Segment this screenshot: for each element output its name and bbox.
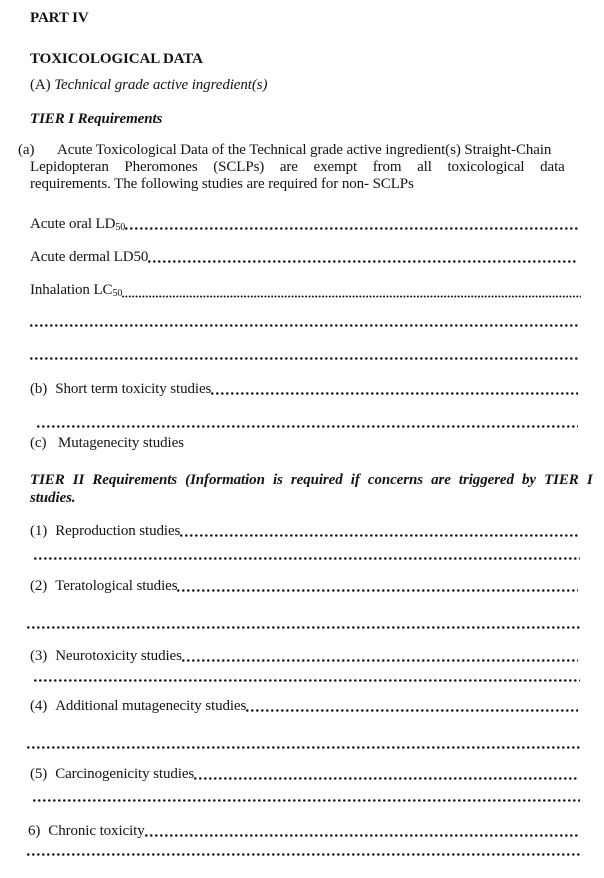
dotted-leader bbox=[177, 589, 578, 592]
dotted-leader bbox=[122, 295, 581, 298]
tier1-heading: TIER I Requirements bbox=[30, 111, 163, 127]
field-label: Short term toxicity studies bbox=[55, 381, 212, 397]
item-b-marker: (b) bbox=[30, 381, 48, 397]
field-label: Reproduction studies bbox=[55, 523, 181, 539]
item-2-marker: (2) bbox=[30, 578, 48, 594]
tier2-item-neurotoxicity bbox=[30, 646, 578, 665]
document-title: TOXICOLOGICAL DATA bbox=[30, 51, 203, 67]
tier2-heading-line-1: TIER II Requirements (Information is required if concerns are triggered by TIER I bbox=[30, 472, 593, 488]
field-label-subscript: 50 bbox=[115, 222, 126, 233]
dotted-line-9 bbox=[27, 853, 580, 856]
field-label: Acute oral LD bbox=[30, 216, 116, 232]
tier2-item-reproduction bbox=[30, 521, 578, 540]
field-label: Inhalation LC bbox=[30, 282, 113, 298]
tier2-heading bbox=[30, 471, 593, 507]
dotted-line-4 bbox=[34, 557, 580, 560]
tier2-item-chronic-toxicity bbox=[28, 821, 578, 840]
item-4-marker: (4) bbox=[30, 698, 48, 714]
field-label-subscript: 50 bbox=[112, 288, 123, 299]
tier2-heading-line-2: studies. bbox=[30, 490, 76, 506]
item-a-paragraph bbox=[30, 142, 578, 193]
field-acute-dermal-ld50 bbox=[30, 247, 578, 266]
item-a-line-1: Acute Toxicological Data of the Technical grade active ingredient(s) Straight-Chain bbox=[57, 142, 552, 158]
section-a-heading bbox=[30, 77, 267, 94]
dotted-line-2 bbox=[30, 357, 578, 360]
tier2-item-teratological bbox=[30, 576, 578, 595]
dotted-leader bbox=[125, 227, 578, 230]
field-label: Carcinogenicity studies bbox=[55, 766, 195, 782]
section-a-title: Technical grade active ingredient(s) bbox=[54, 77, 268, 93]
dotted-line-5 bbox=[27, 626, 580, 629]
dotted-leader bbox=[180, 534, 578, 537]
field-label: Acute dermal LD50 bbox=[30, 249, 149, 265]
item-a-line-2: Lepidopteran Pheromones (SCLPs) are exempt from all toxicological data bbox=[30, 159, 565, 175]
item-5-marker: (5) bbox=[30, 766, 48, 782]
dotted-line-8 bbox=[33, 799, 580, 802]
section-a-marker: (A) bbox=[30, 77, 51, 93]
dotted-leader bbox=[148, 260, 578, 263]
dotted-leader bbox=[194, 777, 578, 780]
dotted-leader bbox=[182, 659, 578, 662]
item-6-marker: 6) bbox=[28, 823, 41, 839]
field-label: Chronic toxicity bbox=[48, 823, 145, 839]
field-label: Additional mutagenecity studies bbox=[55, 698, 247, 714]
dotted-line-3 bbox=[37, 425, 578, 428]
item-1-marker: (1) bbox=[30, 523, 48, 539]
dotted-line-7 bbox=[27, 746, 580, 749]
item-3-marker: (3) bbox=[30, 648, 48, 664]
field-short-term-toxicity bbox=[30, 379, 578, 398]
dotted-line-1 bbox=[30, 324, 578, 327]
tier2-item-carcinogenicity bbox=[30, 764, 578, 783]
item-c-marker: (c) bbox=[30, 435, 47, 451]
field-acute-oral-ld50 bbox=[30, 214, 578, 233]
dotted-leader bbox=[145, 834, 578, 837]
tier2-item-additional-mutagenecity bbox=[30, 696, 578, 715]
dotted-leader bbox=[211, 392, 578, 395]
field-label: Mutagenecity studies bbox=[58, 435, 184, 451]
field-label: Teratological studies bbox=[55, 578, 178, 594]
item-a-marker: (a) bbox=[18, 142, 35, 158]
field-mutagenecity bbox=[30, 435, 184, 452]
field-label: Neurotoxicity studies bbox=[55, 648, 182, 664]
dotted-leader bbox=[246, 709, 578, 712]
part-heading: PART IV bbox=[30, 10, 89, 26]
item-a-line-3: requirements. The following studies are required for non- SCLPs bbox=[30, 176, 414, 192]
field-inhalation-lc50 bbox=[30, 280, 581, 299]
dotted-line-6 bbox=[34, 679, 580, 682]
